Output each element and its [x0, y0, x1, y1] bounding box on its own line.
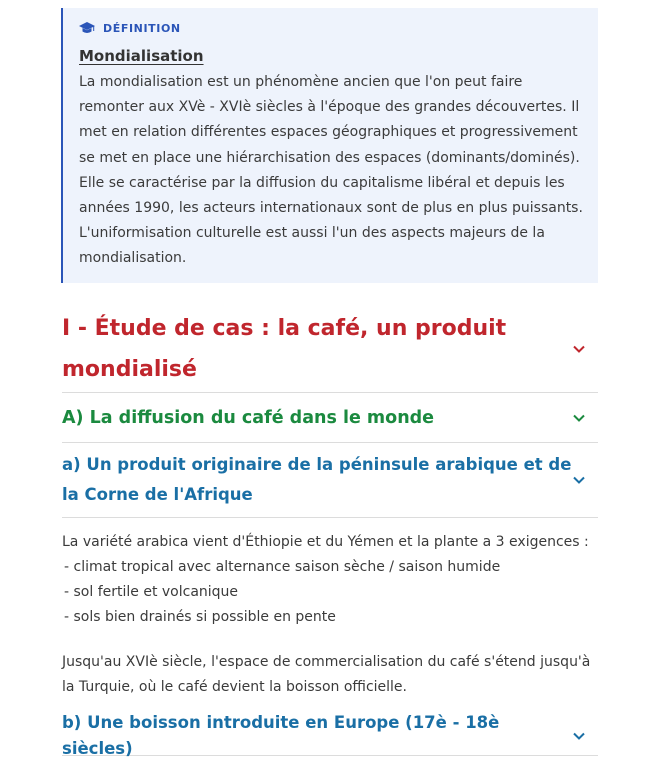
- accordion-section-a[interactable]: [62, 393, 598, 443]
- accordion-subsection-b[interactable]: [62, 712, 598, 758]
- chevron-down-icon[interactable]: [572, 344, 586, 354]
- subsection-a-title: a) Un produit originaire de la péninsule arabique et de la Corne de l'Afrique: [62, 455, 572, 504]
- part-1-title: I - Étude de cas : la café, un produit mondialisé: [62, 316, 507, 382]
- definition-header: [79, 20, 582, 36]
- definition-box: [61, 8, 598, 283]
- intro-text: La variété arabica vient d'Éthiopie et du Yémen et la plante a 3 exigences :: [62, 534, 589, 550]
- graduation-cap-icon: [79, 21, 95, 35]
- list-item: - climat tropical avec alternance saison sèche / saison humide: [64, 559, 501, 575]
- accordion-subsection-a[interactable]: [62, 443, 598, 518]
- list-item: - sols bien drainés si possible en pente: [64, 609, 336, 625]
- chevron-down-icon[interactable]: [572, 731, 586, 741]
- section-a-title: A) La diffusion du café dans le monde: [62, 407, 435, 428]
- chevron-down-icon[interactable]: [572, 413, 586, 423]
- list-item: - sol fertile et volcanique: [64, 584, 239, 600]
- definition-badge: DÉFINITION: [103, 21, 181, 35]
- subsection-b-title: b) Une boisson introduite en Europe (17è - 18è siècles): [62, 712, 500, 758]
- subsection-a-content: [62, 530, 602, 630]
- accordion-part-1[interactable]: [62, 306, 598, 393]
- chevron-down-icon[interactable]: [572, 475, 586, 485]
- paragraph-2: Jusqu'au XVIè siècle, l'espace de commercialisation du café s'étend jusqu'à la Turquie, où le café devient la boisson officielle.: [62, 654, 591, 695]
- definition-text: La mondialisation est un phénomène ancien que l'on peut faire remonter aux XVè - XVIè siècles à l'époque des grandes découvertes. Il met en relation différentes espaces géographiques et progressivement se met en place une hiérarchisation des espaces (dominants/dominés). Elle se caractérise par la diffusion du capitalisme libéral et depuis les années 1990, les acteurs internationaux sont de plus en plus puissants. L'uniformisation culturelle est aussi l'un des aspects majeurs de la mondialisation.: [79, 74, 583, 267]
- definition-term: Mondialisation: [79, 47, 204, 65]
